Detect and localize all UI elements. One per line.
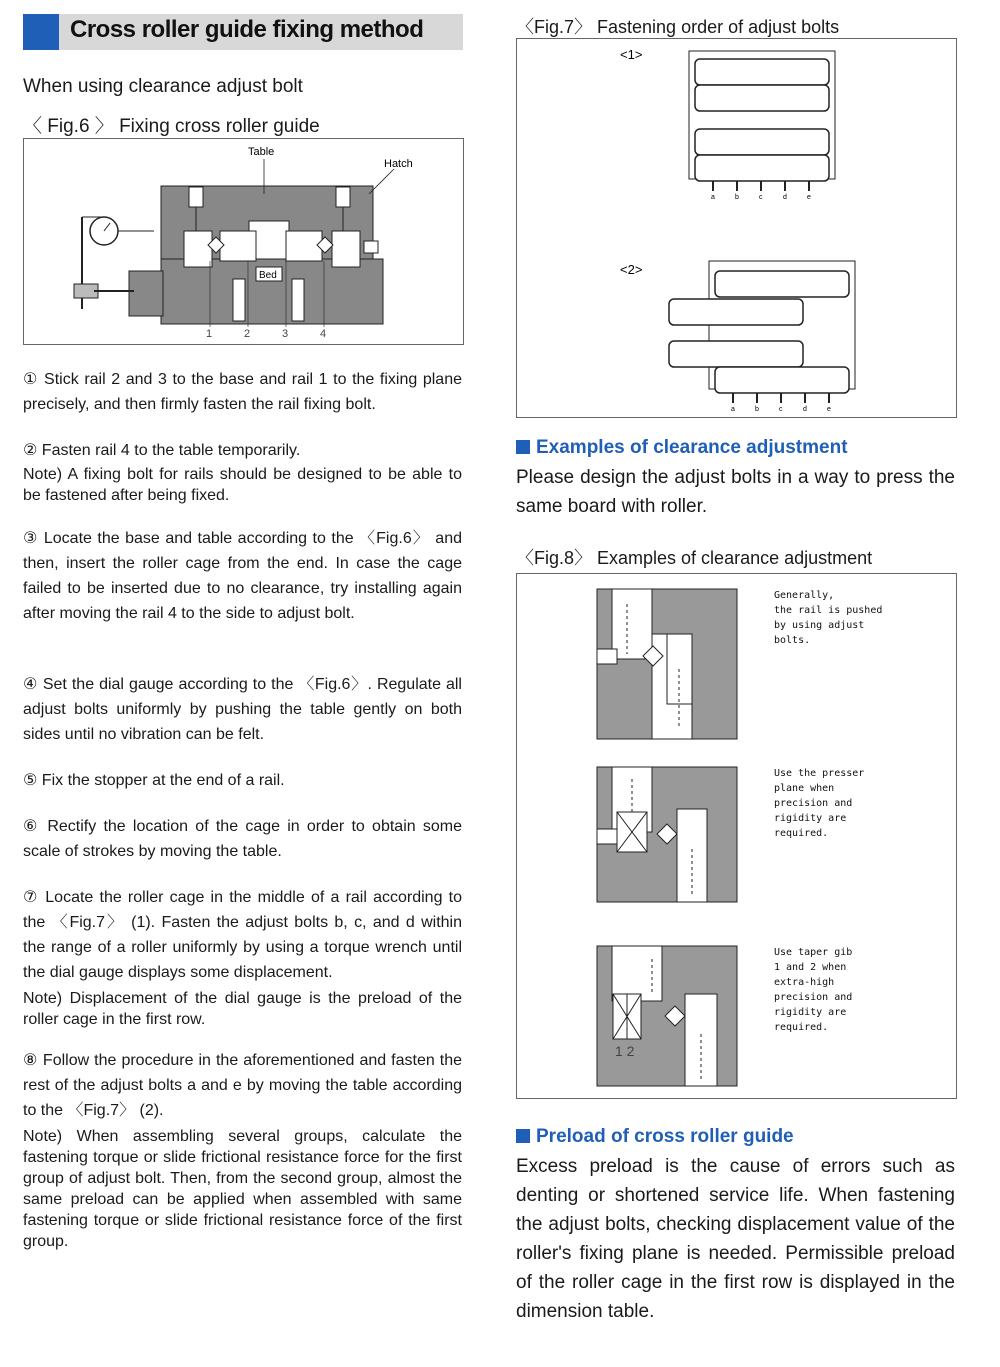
fig8-gib-numbers: 1 2 — [615, 1043, 635, 1059]
clearance-examples-body: Please design the adjust bolts in a way to press the same board with roller. — [516, 467, 955, 517]
heading-square-icon — [516, 1129, 530, 1143]
fig8-note-adjust-bolts: Generally, the rail is pushed by using adjust bolts. — [774, 590, 883, 646]
heading-text: Examples of clearance adjustment — [536, 437, 848, 458]
fig8-note-presser-plane: Use the presser plane when precision and rigidity are required. — [774, 768, 865, 839]
fig6-rail-number: 3 — [282, 328, 289, 340]
step-6: ⑥ Rectify the location of the cage in order to obtain some scale of strokes by moving the table. — [23, 818, 462, 860]
fig7-bolt-letter: e — [827, 406, 831, 413]
fig7-bolt-letter: a — [731, 406, 735, 413]
fig6-rail-number: 1 — [206, 328, 213, 340]
fig7-bolt-letter: b — [755, 406, 759, 413]
step-8: ⑧ Follow the procedure in the aforementioned and fasten the rest of the adjust bolts a and e by moving the table according to the 〈Fig.7〉 (2). — [23, 1052, 462, 1119]
subtitle-fig6: 〈 Fig.6 〉 Fixing cross roller guide — [23, 116, 320, 137]
step-5: ⑤ Fix the stopper at the end of a rail. — [23, 772, 285, 789]
heading-square-icon — [516, 440, 530, 454]
figure-8-diagram — [516, 573, 957, 1099]
fig7-label-1: <1> — [620, 47, 643, 62]
figure-6-diagram — [23, 138, 464, 345]
step-2: ② Fasten rail 4 to the table temporarily. — [23, 442, 301, 459]
step-7-note: Note) Displacement of the dial gauge is the preload of the roller cage in the first row. — [23, 990, 462, 1028]
fig7-bolt-letter: c — [759, 194, 763, 201]
fig6-hatch-label: Hatch — [384, 158, 413, 170]
heading-text: Preload of cross roller guide — [536, 1126, 794, 1147]
fig7-bolt-letter: d — [783, 194, 787, 201]
fig6-bed-label: Bed — [259, 270, 277, 281]
step-4: ④ Set the dial gauge according to the 〈Fig.6〉. Regulate all adjust bolts uniformly by pushing the table gently on both sides until no vibration can be felt. — [23, 676, 462, 743]
fig7-bolt-letter: a — [711, 194, 715, 201]
heading-preload — [516, 1126, 794, 1148]
step-8-note: Note) When assembling several groups, calculate the fastening torque or slide frictional resistance force for the first group of adjust bolt. Then, from the second group, almost the same preload can be applied when assembled with same fastening torque or slide frictional resistance force of the first group. — [23, 1128, 462, 1250]
fig7-bolt-letter: e — [807, 194, 811, 201]
step-1: ① Stick rail 2 and 3 to the base and rail 1 to the fixing plane precisely, and then firmly fasten the rail fixing bolt. — [23, 371, 462, 413]
fig7-bolt-letter: c — [779, 406, 783, 413]
fig8-title: 〈Fig.8〉 Examples of clearance adjustment — [516, 548, 873, 568]
fig7-label-2: <2> — [620, 262, 643, 277]
heading-clearance-examples — [516, 437, 848, 459]
fig7-title: 〈Fig.7〉 Fastening order of adjust bolts — [516, 17, 840, 37]
preload-body: Excess preload is the cause of errors such as denting or shortened service life. When fastening the adjust bolts, checking displacement value of the roller's fixing plane is needed. Permissible preload of the roller cage in the first row is displayed in the dimension table. — [516, 1156, 955, 1322]
fig6-rail-number: 2 — [244, 328, 251, 340]
fig7-bolt-letter: d — [803, 406, 807, 413]
subtitle-clearance-bolt: When using clearance adjust bolt — [23, 76, 303, 97]
fig7-bolt-letter: b — [735, 194, 739, 201]
fig8-note-taper-gib: Use taper gib 1 and 2 when extra-high precision and rigidity are required. — [774, 947, 853, 1033]
fig6-table-label: Table — [248, 146, 275, 158]
header-accent-square — [23, 14, 59, 50]
step-3: ③ Locate the base and table according to the 〈Fig.6〉 and then, insert the roller cage from the end. In case the cage failed to be inserted due to no clearance, try installing again after moving the rail 4 to the side to adjust bolt. — [23, 530, 462, 622]
step-7: ⑦ Locate the roller cage in the middle of a rail according to the 〈Fig.7〉 (1). Fasten the adjust bolts b, c, and d within the range of a roller uniformly by using a torque wrench until the dial gauge displays some displacement. — [23, 889, 462, 981]
fig6-rail-number: 4 — [320, 328, 327, 340]
page-title: Cross roller guide fixing method — [70, 16, 424, 43]
figure-7-diagram — [516, 38, 957, 418]
step-2-note: Note) A fixing bolt for rails should be designed to be able to be fastened after being fixed. — [23, 466, 462, 504]
